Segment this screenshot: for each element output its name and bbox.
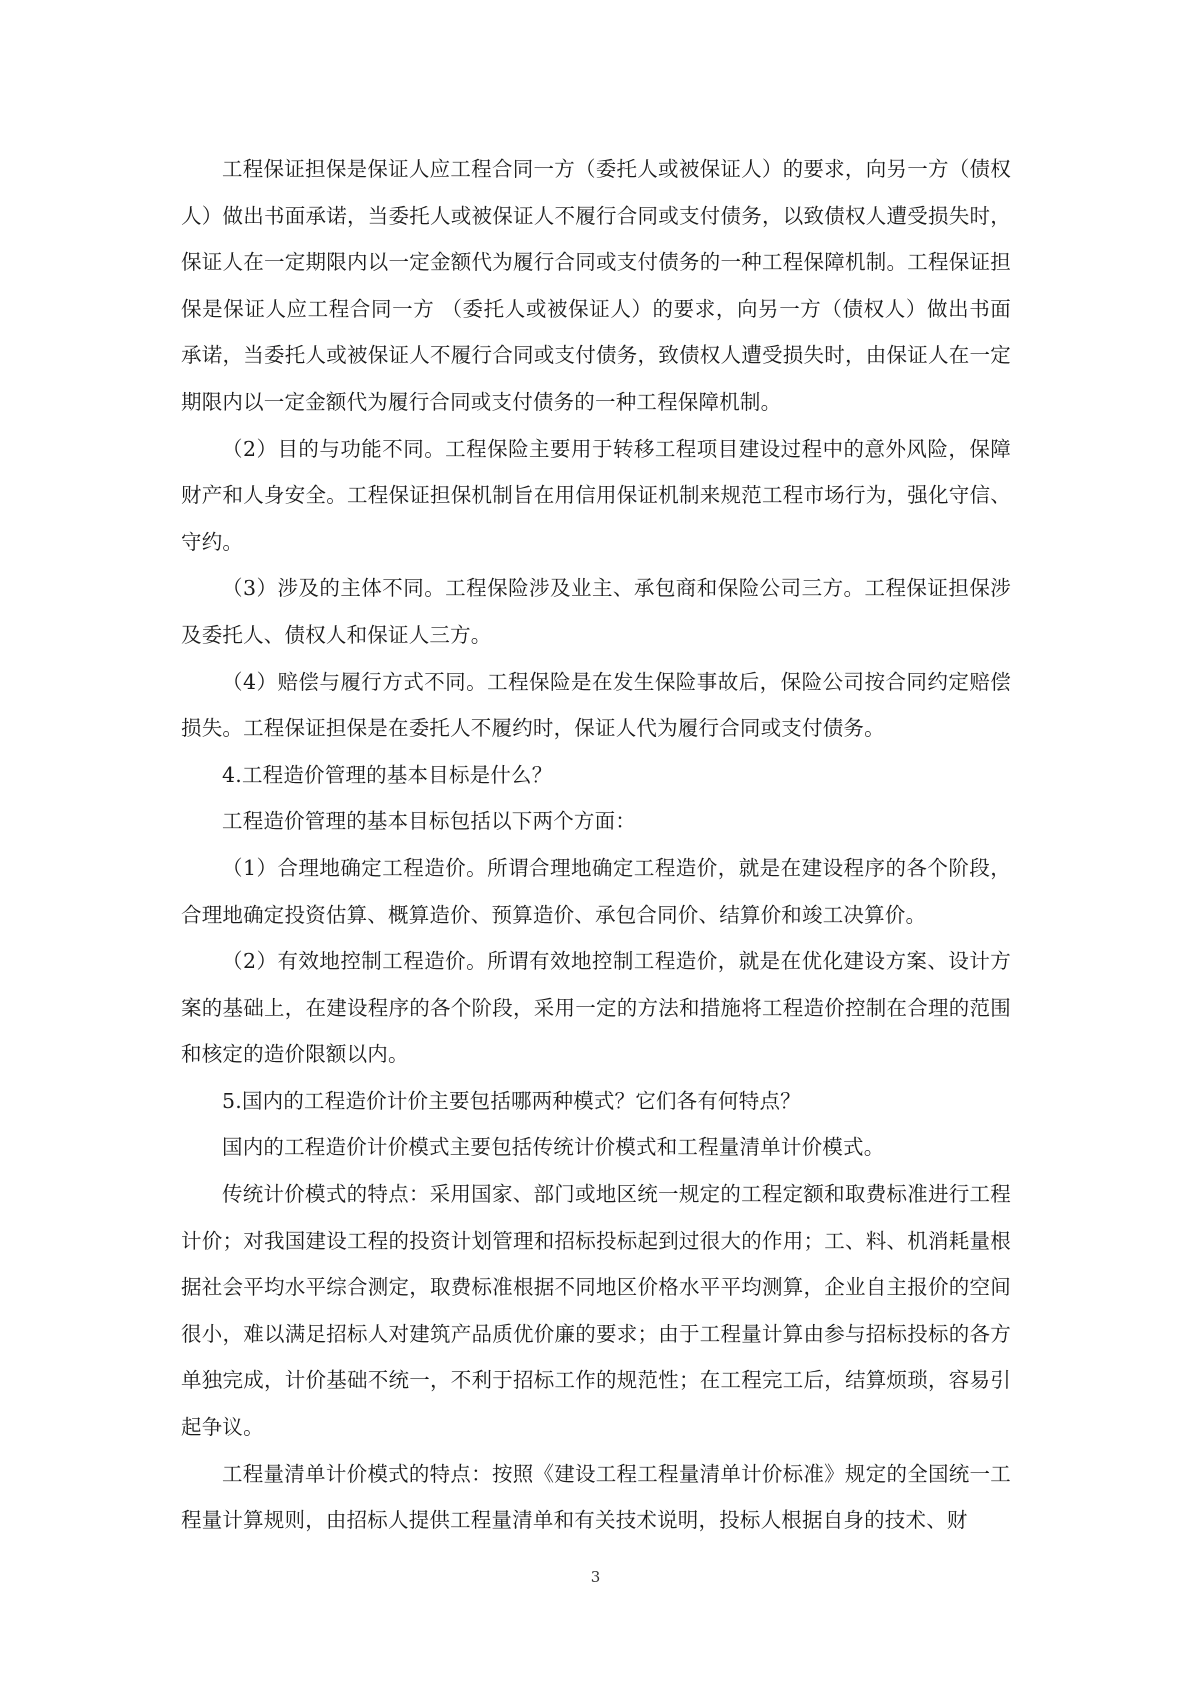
paragraph-parties-involved: （3）涉及的主体不同。工程保险涉及业主、承包商和保险公司三方。工程保证担保涉及委托人、债权人和保证人三方。 — [181, 576, 1011, 647]
paragraph-basic-goals-intro: 工程造价管理的基本目标包括以下两个方面： — [222, 809, 636, 834]
page-number: 3 — [590, 1568, 601, 1586]
paragraph-compensation-method: （4）赔偿与履行方式不同。工程保险是在发生保险事故后，保险公司按合同约定赔偿损失。工程保证担保是在委托人不履约时，保证人代为履行合同或支付债务。 — [181, 669, 1011, 741]
paragraph-reasonable-determination: （1）合理地确定工程造价。所谓合理地确定工程造价，就是在建设程序的各个阶段，合理地确定投资估算、概算造价、预算造价、承包合同价、结算价和竣工决算价。 — [181, 855, 1011, 927]
paragraph-traditional-mode: 传统计价模式的特点：采用国家、部门或地区统一规定的工程定额和取费标准进行工程计价；对我国建设工程的投资计划管理和招标投标起到过很大的作用；工、料、机消耗量根据社会平均水平综合测定，取费标准根据不同地区价格水平平均测算，企业自主报价的空间很小，难以满足招标人对建筑产品质优价廉的要求；由于工程量计算由参与招标投标的各方单独完成，计价基础不统一，不利于招标工作的规范性；在工程完工后，结算烦琐，容易引起争议。 — [181, 1182, 1011, 1440]
paragraph-guarantee-definition: 工程保证担保是保证人应工程合同一方（委托人或被保证人）的要求，向另一方（债权人）做出书面承诺，当委托人或被保证人不履行合同或支付债务，以致债权人遭受损失时，保证人在一定期限内以一定金额代为履行合同或支付债务的一种工程保障机制。工程保证担保是保证人应工程合同一方 （委托人或被保证人）的要求，向另一方（债权人）做出书面承诺，当委托人或被保证人不履行合同或支付债务，致债权人遭受损失时，由保证人在一定期限内以一定金额代为履行合同或支付债务的一种工程保障机制。 — [181, 157, 1011, 414]
paragraph-bill-of-quantities-mode: 工程量清单计价模式的特点：按照《建设工程工程量清单计价标准》规定的全国统一工程量计算规则，由招标人提供工程量清单和有关技术说明，投标人根据自身的技术、财 — [181, 1461, 1011, 1533]
question-heading-5: 5.国内的工程造价计价主要包括哪两种模式？它们各有何特点？ — [222, 1088, 801, 1113]
paragraph-effective-control: （2）有效地控制工程造价。所谓有效地控制工程造价，就是在优化建设方案、设计方案的基础上，在建设程序的各个阶段，采用一定的方法和措施将工程造价控制在合理的范围和核定的造价限额以内。 — [181, 949, 1011, 1067]
paragraph-pricing-modes-intro: 国内的工程造价计价模式主要包括传统计价模式和工程量清单计价模式。 — [222, 1135, 885, 1160]
paragraph-purpose-function: （2）目的与功能不同。工程保险主要用于转移工程项目建设过程中的意外风险，保障财产和人身安全。工程保证担保机制旨在用信用保证机制来规范工程市场行为，强化守信、守约。 — [181, 436, 1011, 554]
question-heading-4: 4.工程造价管理的基本目标是什么？ — [222, 762, 553, 787]
document-body — [181, 146, 1011, 1544]
